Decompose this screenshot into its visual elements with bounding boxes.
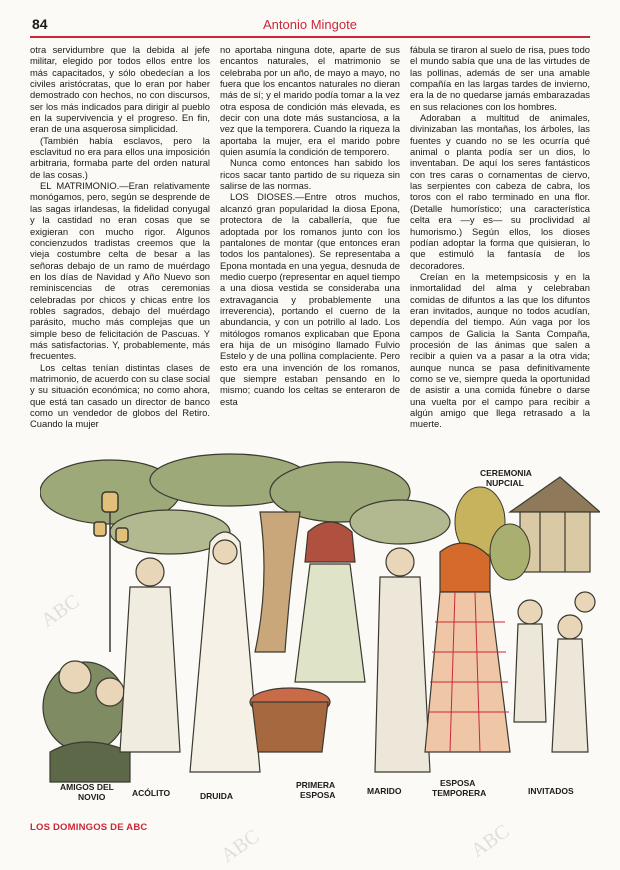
- paragraph: Nunca como entonces han sabido los ricos sacar tanto partido de su riqueza sin salirse de las normas.: [220, 157, 400, 192]
- druid-figure: [190, 532, 260, 772]
- page-number: 84: [32, 16, 48, 32]
- caption-primera-esposa-line-1: PRIMERA: [296, 780, 336, 790]
- wedding-ceremony-illustration: [40, 452, 600, 814]
- groom-friends-group: [43, 661, 130, 782]
- tree-trunk: [255, 512, 300, 652]
- offering-basket: [250, 688, 330, 752]
- column-1: [30, 44, 210, 436]
- watermark: ABC: [217, 825, 264, 867]
- paragraph: Adoraban a multitud de animales, divinizaban las montañas, los árboles, las fuentes y cuando no se les ocurría qué animal o planta podía ser un dios, lo inventaban. De aquí los seres fantásticos con tres caras o cornamentas de ciervo, las serpientes con cabeza de cabra, los toros con el rabo terminado en una flor. (Detalle humorístico; una característica celta era —y es— su proclividad al humorismo.) Según ellos, los dioses podían adoptar la forma que quisieran, lo que estimuló la fantasía de los decoradores.: [410, 112, 590, 271]
- article-body: [30, 44, 590, 436]
- title-line-1: CEREMONIA: [480, 468, 532, 478]
- paragraph: Los celtas tenían distintas clases de matrimonio, de acuerdo con su clase social y su situación económica; no como ahora, que está tan casado un director de banco como un vendedor de globos del Retiro. Cuando la mujer: [30, 361, 210, 430]
- watermark: ABC: [467, 820, 514, 862]
- paragraph: otra servidumbre que la debida al jefe militar, elegido por todos ellos entre los más capacitados, y sólo obedecían a los civiles aristócratas, que lo eran por haber demostrado con hechos, no con discursos, ser los más indicados para dirigir al pueblo en la supervivencia y el progreso. En fin, eran de una asquerosa simplicidad.: [30, 44, 210, 135]
- caption-marido: MARIDO: [367, 786, 402, 796]
- watermark: ABC: [37, 590, 84, 632]
- page-header: [30, 14, 590, 38]
- caption-primera-esposa-line-2: ESPOSA: [300, 790, 336, 800]
- paragraph: Creían en la metempsicosis y en la inmortalidad del alma y celebraban comidas de difuntos a las que los difuntos eran invitados, aunque no todos acudían, dependía del tiempo. Aún vaga por los campos de Galicia la Santa Compaña, procesión de las ánimas que salen a recibir a quien va a pasar a la otra vida; aunque nunca se pasa definitivamente como se ve, siempre queda la oportunidad de asistir a una comida fúnebre o darse una vuelta por el campo para recibir a algún amigo que llega retrasado a la muerte.: [410, 270, 590, 430]
- caption-amigos-line-2: NOVIO: [78, 792, 106, 802]
- paragraph: LOS DIOSES.—Entre otros muchos, alcanzó gran popularidad la diosa Epona, protectora de la caballería, que fue adoptada por los romanos junto con los pantalones de montar (que entonces eran todos los pantalones). Se representaba a Epona montada en una yegua, desnuda de medio cuerpo (representar en aquel tiempo a una diosa vestida se consideraba una extravagancia y probablemente una irreverencia), portando el cuerno de la abundancia, y con un potrillo al lado. Los mitólogos romanos explicaban que Epona era hija de un misógino llamado Fulvio Estelo y de una pollina complaciente. Pero esto era una invención de los romanos, que siempre estaban pensando en lo mismo; cuando los celtas se enteraron de esta: [220, 191, 400, 407]
- column-3: [410, 44, 590, 436]
- caption-esposa-temporera-line-2: TEMPORERA: [432, 788, 487, 798]
- illustration-title: [480, 468, 532, 488]
- caption-amigos-line-1: AMIGOS DEL: [60, 782, 114, 792]
- acolyte-figure: [120, 558, 180, 752]
- temporary-wife-figure: [425, 543, 510, 752]
- caption-invitados: INVITADOS: [528, 786, 574, 796]
- title-line-2: NUPCIAL: [486, 478, 524, 488]
- paragraph: (También había esclavos, pero la esclavitud no era para ellos una imposición arbitraria, formaba parte del orden natural de las cosas.): [30, 134, 210, 180]
- column-2: [220, 44, 400, 436]
- guests-group: [514, 592, 595, 752]
- paragraph: EL MATRIMONIO.—Eran relativamente monógamos, pero, según se desprende de las sagas irlandesas, la fidelidad conyugal y la castidad no eran cosas que se exigieran con mucho rigor. Algunos concienzudos tradistas creemos que la vieja costumbre celta de besar a las señoras debajo de un ramo de muérdago en los días de Navidad y Año Nuevo son reminiscencias de otras ceremonias celebradas por chicos y chicas entre los robles sagrados, debajo del muérdago parásito, mucho más complejas que un simple beso de felicitación de Pascuas. Y más satisfactorias. Y, probablemente, más frecuentes.: [30, 180, 210, 362]
- husband-figure: [375, 548, 430, 772]
- caption-druida: DRUIDA: [200, 791, 234, 801]
- footer-publication: LOS DOMINGOS DE ABC: [30, 822, 148, 833]
- paragraph: fábula se tiraron al suelo de risa, pues todo el mundo sabía que una de las virtudes de las pollinas, además de ser una amable compañía en las largas tardes de invierno, era la de no quedarse jamás embarazadas en sus relaciones con los hombres.: [410, 44, 590, 112]
- author-name: Antonio Mingote: [263, 17, 357, 32]
- illustration-captions: [60, 778, 574, 802]
- first-wife-figure: [295, 522, 365, 682]
- caption-esposa-temporera-line-1: ESPOSA: [440, 778, 476, 788]
- caption-acolito: ACÓLITO: [132, 788, 171, 798]
- paragraph: no aportaba ninguna dote, aparte de sus encantos naturales, el matrimonio se celebraba por un año, de mayo a mayo, no fuera que los encantos naturales no dieran más de sí; y el marido podía tomar a la vez otra esposa de condición más elevada, es decir con una dote más sustanciosa, a la vez que la temporera. Cuando la riqueza la aportaba la mujer, era el marido pobre quien asumía la condición de temporero.: [220, 44, 400, 158]
